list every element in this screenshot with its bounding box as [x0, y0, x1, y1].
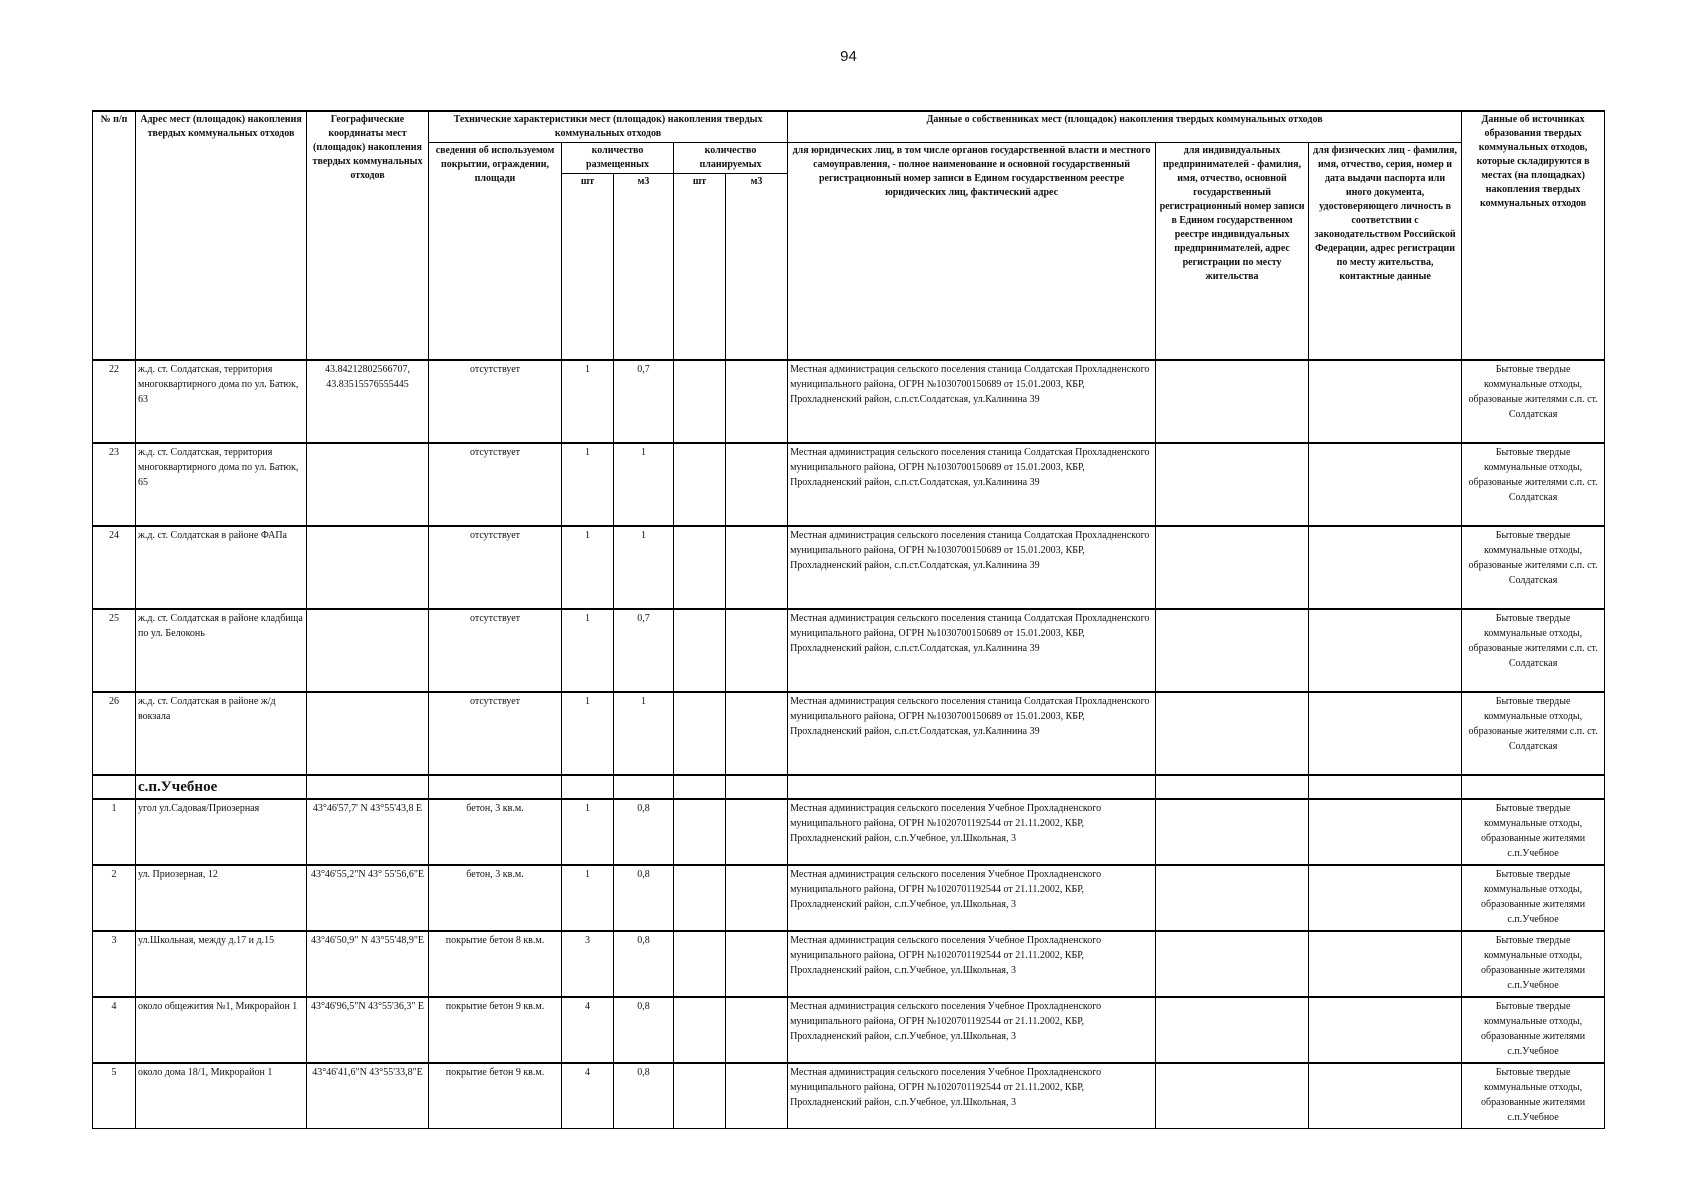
- cell-legal: Местная администрация сельского поселения Учебное Прохладненского муниципального района, ОГРН №1020701192544 от 21.11.2002, КБР, Прохладненский район, с.п.Учебное, ул.Школьная, 3: [788, 865, 1156, 931]
- table-row: [93, 360, 1605, 443]
- cell-address: ул. Приозерная, 12: [136, 865, 307, 931]
- cell-coords: 43°46'50,9" N 43°55'48,9"E: [307, 931, 429, 997]
- cell-m3-planned: [726, 799, 788, 865]
- cell-m3: 0,8: [614, 931, 674, 997]
- cell-num: 24: [93, 526, 136, 609]
- cell-m3-planned: [726, 692, 788, 775]
- table-row: [93, 931, 1605, 997]
- header-coords: Географические координаты мест (площадок) накопления твердых коммунальных отходов: [307, 111, 429, 360]
- cell-m3: 0,8: [614, 997, 674, 1063]
- cell-ie: [1156, 526, 1309, 609]
- cell-m3-planned: [726, 609, 788, 692]
- cell-coords: [307, 443, 429, 526]
- cell-ie: [1156, 931, 1309, 997]
- table-row: [93, 1063, 1605, 1129]
- table-row: [93, 526, 1605, 609]
- cell-pcs: 1: [562, 443, 614, 526]
- cell-ie: [1156, 609, 1309, 692]
- cell-pcs-planned: [674, 799, 726, 865]
- cell-ie: [1156, 997, 1309, 1063]
- cell-legal: Местная администрация сельского поселения станица Солдатская Прохладненского муниципального района, ОГРН №1030700150689 от 15.01.2003, КБР, Прохладненский район, с.п.ст.Солдатская, ул.Калинина 39: [788, 609, 1156, 692]
- cell-m3-planned: [726, 360, 788, 443]
- header-surface: сведения об используемом покрытии, ограждении, площади: [429, 143, 562, 360]
- cell-source: Бытовые твердые коммунальные отходы, образованые жителями с.п. ст. Солдатская: [1462, 360, 1605, 443]
- cell-address: около дома 18/1, Микрорайон 1: [136, 1063, 307, 1129]
- cell-individual: [1309, 799, 1462, 865]
- cell-num: 5: [93, 1063, 136, 1129]
- header-tech: Технические характеристики мест (площадок) накопления твердых коммунальных отходов: [429, 111, 788, 143]
- cell-surface: бетон, 3 кв.м.: [429, 865, 562, 931]
- cell-pcs-planned: [674, 692, 726, 775]
- cell-legal: Местная администрация сельского поселения станица Солдатская Прохладненского муниципального района, ОГРН №1030700150689 от 15.01.2003, КБР, Прохладненский район, с.п.ст.Солдатская, ул.Калинина 39: [788, 443, 1156, 526]
- header-legal: для юридических лиц, в том числе органов государственной власти и местного самоуправления, - полное наименование и основной государственный регистрационный номер записи в Едином государственном реестре юридических лиц, фактический адрес: [788, 143, 1156, 360]
- cell-m3-planned: [726, 865, 788, 931]
- table-row: [93, 609, 1605, 692]
- cell-surface: отсутствует: [429, 360, 562, 443]
- cell-surface: отсутствует: [429, 609, 562, 692]
- cell-source: Бытовые твердые коммунальные отходы, образованные жителями с.п.Учебное: [1462, 799, 1605, 865]
- cell-pcs-planned: [674, 360, 726, 443]
- cell-surface: покрытие бетон 9 кв.м.: [429, 997, 562, 1063]
- header-pcs-planned: шт: [674, 174, 726, 360]
- cell-legal: Местная администрация сельского поселения станица Солдатская Прохладненского муниципального района, ОГРН №1030700150689 от 15.01.2003, КБР, Прохладненский район, с.п.ст.Солдатская, ул.Калинина 39: [788, 692, 1156, 775]
- cell-individual: [1309, 692, 1462, 775]
- waste-sites-table: [92, 110, 1605, 1129]
- cell-source: Бытовые твердые коммунальные отходы, образованые жителями с.п. ст. Солдатская: [1462, 609, 1605, 692]
- cell-address: ж.д. ст. Солдатская в районе ж/д вокзала: [136, 692, 307, 775]
- table-row: [93, 799, 1605, 865]
- cell-pcs: 1: [562, 526, 614, 609]
- cell-pcs-planned: [674, 609, 726, 692]
- cell-m3: 0,8: [614, 799, 674, 865]
- header-individuals: для физических лиц - фамилия, имя, отчество, серия, номер и дата выдачи паспорта или иного документа, удостоверяющего личность в соответствии с законодательством Российской Федерации, адрес регистрации по месту жительства, контактные данные: [1309, 143, 1462, 360]
- cell-pcs-planned: [674, 865, 726, 931]
- cell-m3: 0,7: [614, 609, 674, 692]
- cell-individual: [1309, 360, 1462, 443]
- cell-pcs-planned: [674, 443, 726, 526]
- cell-surface: отсутствует: [429, 443, 562, 526]
- cell-individual: [1309, 931, 1462, 997]
- cell-surface: отсутствует: [429, 692, 562, 775]
- cell-pcs: 1: [562, 609, 614, 692]
- cell-num: 23: [93, 443, 136, 526]
- cell-address: ж.д. ст. Солдатская, территория многоквартирного дома по ул. Батюк, 63: [136, 360, 307, 443]
- cell-pcs: 1: [562, 692, 614, 775]
- cell-source: Бытовые твердые коммунальные отходы, образованые жителями с.п. ст. Солдатская: [1462, 443, 1605, 526]
- header-m3-planned: м3: [726, 174, 788, 360]
- cell-ie: [1156, 360, 1309, 443]
- cell-legal: Местная администрация сельского поселения станица Солдатская Прохладненского муниципального района, ОГРН №1030700150689 от 15.01.2003, КБР, Прохладненский район, с.п.ст.Солдатская, ул.Калинина 39: [788, 360, 1156, 443]
- cell-individual: [1309, 526, 1462, 609]
- cell-surface: отсутствует: [429, 526, 562, 609]
- header-individual-entrepreneurs: для индивидуальных предпринимателей - фамилия, имя, отчество, основной государственный регистрационный номер записи в Едином государственном реестре индивидуальных предпринимателей, адрес регистрации по месту жительства: [1156, 143, 1309, 360]
- cell-coords: 43.84212802566707, 43.83515576555445: [307, 360, 429, 443]
- cell-coords: [307, 526, 429, 609]
- cell-source: Бытовые твердые коммунальные отходы, образованые жителями с.п. ст. Солдатская: [1462, 692, 1605, 775]
- cell-coords: 43°46'96,5"N 43°55'36,3" E: [307, 997, 429, 1063]
- cell-legal: Местная администрация сельского поселения Учебное Прохладненского муниципального района, ОГРН №1020701192544 от 21.11.2002, КБР, Прохладненский район, с.п.Учебное, ул.Школьная, 3: [788, 1063, 1156, 1129]
- cell-address: ж.д. ст. Солдатская в районе кладбища по ул. Белоконь: [136, 609, 307, 692]
- cell-coords: [307, 609, 429, 692]
- cell-pcs-planned: [674, 997, 726, 1063]
- cell-source: Бытовые твердые коммунальные отходы, образованные жителями с.п.Учебное: [1462, 865, 1605, 931]
- cell-address: ж.д. ст. Солдатская, территория многоквартирного дома по ул. Батюк, 65: [136, 443, 307, 526]
- cell-pcs: 1: [562, 360, 614, 443]
- cell-surface: бетон, 3 кв.м.: [429, 799, 562, 865]
- cell-individual: [1309, 997, 1462, 1063]
- cell-surface: покрытие бетон 8 кв.м.: [429, 931, 562, 997]
- table-row: [93, 997, 1605, 1063]
- cell-coords: 43°46'41,6"N 43°55'33,8"E: [307, 1063, 429, 1129]
- cell-address: ул.Школьная, между д.17 и д.15: [136, 931, 307, 997]
- cell-pcs-planned: [674, 526, 726, 609]
- cell-pcs: 3: [562, 931, 614, 997]
- cell-num: 25: [93, 609, 136, 692]
- cell-m3-planned: [726, 931, 788, 997]
- cell-pcs: 4: [562, 997, 614, 1063]
- section-title: с.п.Учебное: [136, 775, 307, 799]
- cell-ie: [1156, 799, 1309, 865]
- cell-m3: 0,7: [614, 360, 674, 443]
- cell-m3: 0,8: [614, 1063, 674, 1129]
- cell-num: 22: [93, 360, 136, 443]
- cell-m3: 1: [614, 692, 674, 775]
- cell-m3-planned: [726, 1063, 788, 1129]
- table-row: [93, 865, 1605, 931]
- header-qty-planned: количество планируемых: [674, 143, 788, 174]
- cell-address: около общежития №1, Микрорайон 1: [136, 997, 307, 1063]
- cell-individual: [1309, 609, 1462, 692]
- cell-pcs: 1: [562, 799, 614, 865]
- cell-ie: [1156, 1063, 1309, 1129]
- cell-ie: [1156, 865, 1309, 931]
- cell-num: 4: [93, 997, 136, 1063]
- cell-m3: 1: [614, 526, 674, 609]
- cell-pcs-planned: [674, 1063, 726, 1129]
- section-row: [93, 775, 1605, 799]
- cell-m3-planned: [726, 997, 788, 1063]
- cell-source: Бытовые твердые коммунальные отходы, образованные жителями с.п.Учебное: [1462, 1063, 1605, 1129]
- cell-num: 3: [93, 931, 136, 997]
- cell-num: 1: [93, 799, 136, 865]
- cell-legal: Местная администрация сельского поселения Учебное Прохладненского муниципального района, ОГРН №1020701192544 от 21.11.2002, КБР, Прохладненский район, с.п.Учебное, ул.Школьная, 3: [788, 931, 1156, 997]
- cell-m3-planned: [726, 443, 788, 526]
- cell-pcs: 4: [562, 1063, 614, 1129]
- header-address: Адрес мест (площадок) накопления твердых коммунальных отходов: [136, 111, 307, 360]
- cell-ie: [1156, 443, 1309, 526]
- cell-m3-planned: [726, 526, 788, 609]
- header-m3: м3: [614, 174, 674, 360]
- cell-source: Бытовые твердые коммунальные отходы, образованные жителями с.п.Учебное: [1462, 931, 1605, 997]
- table-row: [93, 692, 1605, 775]
- cell-legal: Местная администрация сельского поселения станица Солдатская Прохладненского муниципального района, ОГРН №1030700150689 от 15.01.2003, КБР, Прохладненский район, с.п.ст.Солдатская, ул.Калинина 39: [788, 526, 1156, 609]
- cell-surface: покрытие бетон 9 кв.м.: [429, 1063, 562, 1129]
- cell-address: угол ул.Садовая/Приозерная: [136, 799, 307, 865]
- cell-source: Бытовые твердые коммунальные отходы, образованые жителями с.п. ст. Солдатская: [1462, 526, 1605, 609]
- cell-coords: [307, 692, 429, 775]
- cell-coords: 43°46'55,2"N 43° 55'56,6"E: [307, 865, 429, 931]
- cell-pcs-planned: [674, 931, 726, 997]
- header-pcs: шт: [562, 174, 614, 360]
- cell-individual: [1309, 865, 1462, 931]
- cell-legal: Местная администрация сельского поселения Учебное Прохладненского муниципального района, ОГРН №1020701192544 от 21.11.2002, КБР, Прохладненский район, с.п.Учебное, ул.Школьная, 3: [788, 799, 1156, 865]
- cell-num: 2: [93, 865, 136, 931]
- cell-ie: [1156, 692, 1309, 775]
- cell-individual: [1309, 443, 1462, 526]
- header-sources: Данные об источниках образования твердых коммунальных отходов, которые складируются в местах (на площадках) накопления твердых коммунальных отходов: [1462, 111, 1605, 360]
- cell-coords: 43°46'57,7' N 43°55'43,8 E: [307, 799, 429, 865]
- cell-num: 26: [93, 692, 136, 775]
- header-owners: Данные о собственниках мест (площадок) накопления твердых коммунальных отходов: [788, 111, 1462, 143]
- cell-source: Бытовые твердые коммунальные отходы, образованные жителями с.п.Учебное: [1462, 997, 1605, 1063]
- cell-m3: 0,8: [614, 865, 674, 931]
- table-row: [93, 443, 1605, 526]
- cell-m3: 1: [614, 443, 674, 526]
- page-number: 94: [840, 48, 857, 65]
- cell-individual: [1309, 1063, 1462, 1129]
- cell-legal: Местная администрация сельского поселения Учебное Прохладненского муниципального района, ОГРН №1020701192544 от 21.11.2002, КБР, Прохладненский район, с.п.Учебное, ул.Школьная, 3: [788, 997, 1156, 1063]
- cell-pcs: 1: [562, 865, 614, 931]
- header-qty-placed: количество размещенных: [562, 143, 674, 174]
- cell-address: ж.д. ст. Солдатская в районе ФАПа: [136, 526, 307, 609]
- header-num: № п/п: [93, 111, 136, 360]
